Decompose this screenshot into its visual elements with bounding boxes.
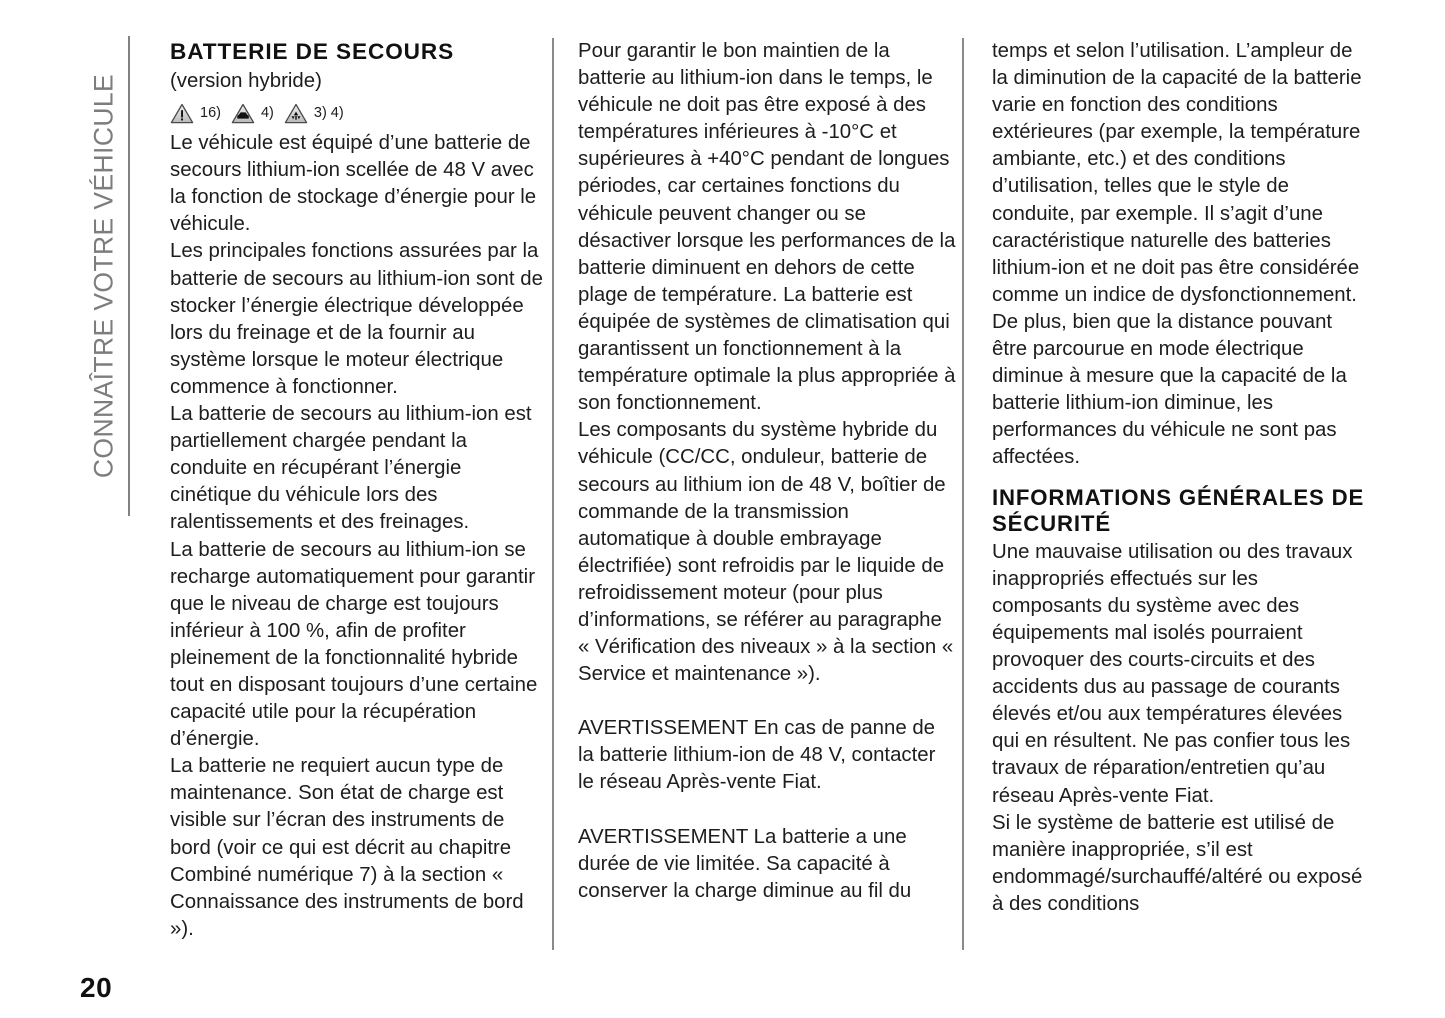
column-1 [170, 38, 548, 943]
warning-triangle-recycle-icon [284, 103, 308, 124]
warning-triangle-car-icon [231, 103, 255, 124]
section-heading-battery: BATTERIE DE SECOURS [170, 39, 455, 64]
paragraph: Le véhicule est équipé d’une batterie de secours lithium-ion scellée de 48 V avec la fonction de stockage d’énergie pour le véhicule. [170, 132, 537, 236]
symbol-ref-1: 16) [200, 104, 221, 121]
paragraph: Si le système de batterie est utilisé de manière inappropriée, s’il est endommagé/surchauffé/altéré ou exposé à des conditions [992, 811, 1363, 915]
paragraph: Pour garantir le bon maintien de la batterie au lithium-ion dans le temps, le véhicule ne doit pas être exposé à des températures inférieures à -10°C et supérieures à +40°C pendant de longues périodes, car certaines fonctions du véhicule peuvent changer ou se désactiver lorsque les performances de la batterie diminuent en dehors de cette plage de température. La batterie est équipée de systèmes de climatisation qui garantissent un fonctionnement à la température optimale la plus appropriée à son fonctionnement. [578, 40, 956, 415]
chapter-tab-label: CONNAÎTRE VOTRE VÉHICULE [88, 73, 119, 479]
spacer [992, 472, 1370, 485]
paragraph: Les principales fonctions assurées par la batterie de secours au lithium-ion sont de stocker l’énergie électrique développée lors du freinage et de la fournir au système lorsque le moteur électrique commence à fonctionner. [170, 240, 543, 398]
warning-triangle-icon [170, 103, 194, 124]
paragraph: temps et selon l’utilisation. L’ampleur de la diminution de la capacité de la batterie varie en fonction des conditions extérieures (par exemple, la température ambiante, etc.) et des conditions d’utilisation, telles que le style de conduite, par exemple. Il s’agit d’une caractéristique naturelle des batteries lithium-ion et ne doit pas être considérée comme un indice de dysfonctionnement. De plus, bien que la distance pouvant être parcourue en mode électrique diminue à mesure que la capacité de la batterie lithium-ion diminue, les performances du véhicule ne sont pas affectées. [992, 40, 1362, 469]
warning-paragraph: AVERTISSEMENT En cas de panne de la batterie lithium-ion de 48 V, contacter le réseau Après-vente Fiat. [578, 717, 936, 794]
paragraph: Une mauvaise utilisation ou des travaux inappropriés effectués sur les composants du système avec des équipements mal isolés pourraient provoquer des courts-circuits et des accidents dus au passage de courants élevés et/ou aux températures élevées qui en résultent. Ne pas confier tous les travaux de réparation/entretien qu’au réseau Après-vente Fiat. [992, 540, 1353, 807]
spacer [578, 797, 956, 824]
symbol-reference-row [170, 99, 548, 127]
column-2 [578, 38, 956, 905]
column-divider-1 [552, 38, 554, 950]
chapter-tab-rule [128, 36, 130, 516]
symbol-ref-3: 3) 4) [313, 104, 344, 121]
column-divider-2 [962, 38, 964, 950]
section-heading-safety: INFORMATIONS GÉNÉRALES DE SÉCURITÉ [992, 484, 1365, 537]
section-subtitle-version: (version hybride) [170, 70, 322, 92]
spacer [578, 688, 956, 715]
warning-paragraph: AVERTISSEMENT La batterie a une durée de vie limitée. Sa capacité à conserver la charge diminue au fil du [578, 825, 912, 902]
page-number: 20 [80, 972, 113, 1003]
symbol-ref-2: 4) [260, 104, 274, 121]
paragraph: La batterie de secours au lithium-ion se recharge automatiquement pour garantir que le niveau de charge est toujours inférieur à 100 %, afin de profiter pleinement de la fonctionnalité hybride tout en disposant toujours d’une certaine capacité utile pour la récupération d’énergie. [170, 538, 538, 751]
paragraph: La batterie de secours au lithium-ion est partiellement chargée pendant la conduite en récupérant l’énergie cinétique du véhicule lors des ralentissements et des freinages. [170, 403, 532, 534]
chapter-tab [78, 36, 130, 516]
paragraph: Les composants du système hybride du véhicule (CC/CC, onduleur, batterie de secours au lithium ion de 48 V, boîtier de commande de la transmission automatique à double embrayage électrifiée) sont refroidis par le liquide de refroidissement moteur (pour plus d’informations, se référer au paragraphe « Vérification des niveaux » à la section « Service et maintenance »). [578, 419, 954, 686]
column-3 [992, 38, 1370, 918]
paragraph: La batterie ne requiert aucun type de maintenance. Son état de charge est visible sur l’écran des instruments de bord (voir ce qui est décrit au chapitre Combiné numérique 7) à la section « Connaissance des instruments de bord »). [170, 755, 524, 940]
